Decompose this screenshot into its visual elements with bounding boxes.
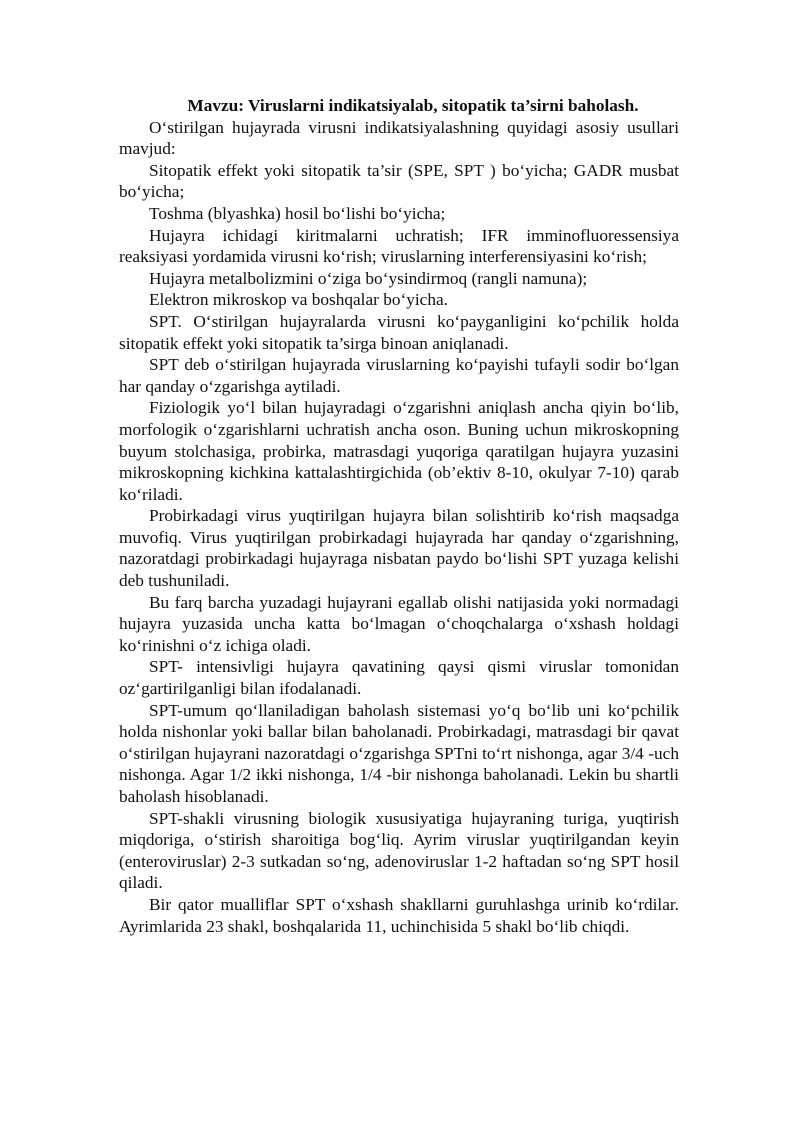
paragraph-13: SPT-umum qo‘llaniladigan baholash sistemasi yo‘q bo‘lib uni ko‘pchilik holda nishonlar yoki ballar bilan baholanadi. Probirkadagi, matrasdagi bir qavat o‘stirilgan hujayrani nazoratdagi o‘zgarishga SPTni to‘rt nishonga, agar 3/4 -uch nishonga. Agar 1/2 ikki nishonga, 1/4 -bir nishonga baholanadi. Lekin bu shartli baholash hisoblanadi. — [119, 700, 679, 806]
paragraph-4: Hujayra ichidagi kiritmalarni uchratish; IFR imminofluoressensiya reaksiyasi yordamida virusni ko‘rish; viruslarning interferensiyasini ko‘rish; — [119, 225, 679, 267]
paragraph-15: Bir qator mualliflar SPT o‘xshash shakllarni guruhlashga urinib ko‘rdilar. Ayrimlarida 23 shakl, boshqalarida 11, uchinchisida 5 shakl bo‘lib chiqdi. — [119, 894, 679, 936]
paragraph-14: SPT-shakli virusning biologik xususiyatiga hujayraning turiga, yuqtirish miqdoriga, o‘stirish sharoitiga bog‘liq. Ayrim viruslar yuqtirilgandan keyin (enteroviruslar) 2-3 sutkadan so‘ng, adenoviruslar 1-2 haftadan so‘ng SPT hosil qiladi. — [119, 808, 679, 893]
paragraph-11: Bu farq barcha yuzadagi hujayrani egallab olishi natijasida yoki normadagi hujayra yuzasida uncha katta bo‘lmagan o‘choqchalarga o‘xshash holdagi ko‘rinishni o‘z ichiga oladi. — [119, 592, 679, 655]
paragraph-1: O‘stirilgan hujayrada virusni indikatsiyalashning quyidagi asosiy usullari mavjud: — [119, 117, 679, 159]
paragraph-5: Hujayra metalbolizmini o‘ziga bo‘ysindirmoq (rangli namuna); — [149, 268, 588, 288]
paragraph-12: SPT- intensivligi hujayra qavatining qaysi qismi viruslar tomonidan oz‘gartirilganligi bilan ifodalanadi. — [119, 657, 679, 699]
paragraph-10: Probirkadagi virus yuqtirilgan hujayra bilan solishtirib ko‘rish maqsadga muvofiq. Virus yuqtirilgan probirkadagi hujayrada har qanday o‘zgarishning, nazoratdagi probirkadagi hujayraga nisbatan paydo bo‘lishi SPT yuzaga kelishi deb tushuniladi. — [119, 506, 679, 591]
paragraph-3: Toshma (blyashka) hosil bo‘lishi bo‘yicha; — [149, 203, 446, 223]
paragraph-8: SPT deb o‘stirilgan hujayrada viruslarning ko‘payishi tufayli sodir bo‘lgan har qanday o‘zgarishga aytiladi. — [119, 355, 679, 396]
paragraph-9: Fiziologik yo‘l bilan hujayradagi o‘zgarishni aniqlash ancha qiyin bo‘lib, morfologik o‘zgarishlarni uchratish ancha oson. Buning uchun mikroskopning buyum stolchasiga, probirka, matrasdagi yuqoriga qaratilgan hujayra yuzasini mikroskopning kichkina kattalashtirgichida (ob’ektiv 8-10, okulyar 7-10) qarab ko‘riladi. — [119, 398, 679, 504]
paragraph-6: Elektron mikroskop va boshqalar bo‘yicha. — [149, 290, 448, 310]
document-title: Mavzu: Viruslarni indikatsiyalab, sitopatik ta’sirni baholash. — [187, 96, 639, 115]
document-page — [119, 95, 679, 937]
paragraph-2: Sitopatik effekt yoki sitopatik ta’sir (SPE, SPT ) bo‘yicha; GADR musbat bo‘yicha; — [119, 160, 679, 202]
paragraph-7: SPT. O‘stirilgan hujayralarda virusni ko‘payganligini ko‘pchilik holda sitopatik effekt yoki sitopatik ta’sirga binoan aniqlanadi. — [119, 311, 679, 353]
